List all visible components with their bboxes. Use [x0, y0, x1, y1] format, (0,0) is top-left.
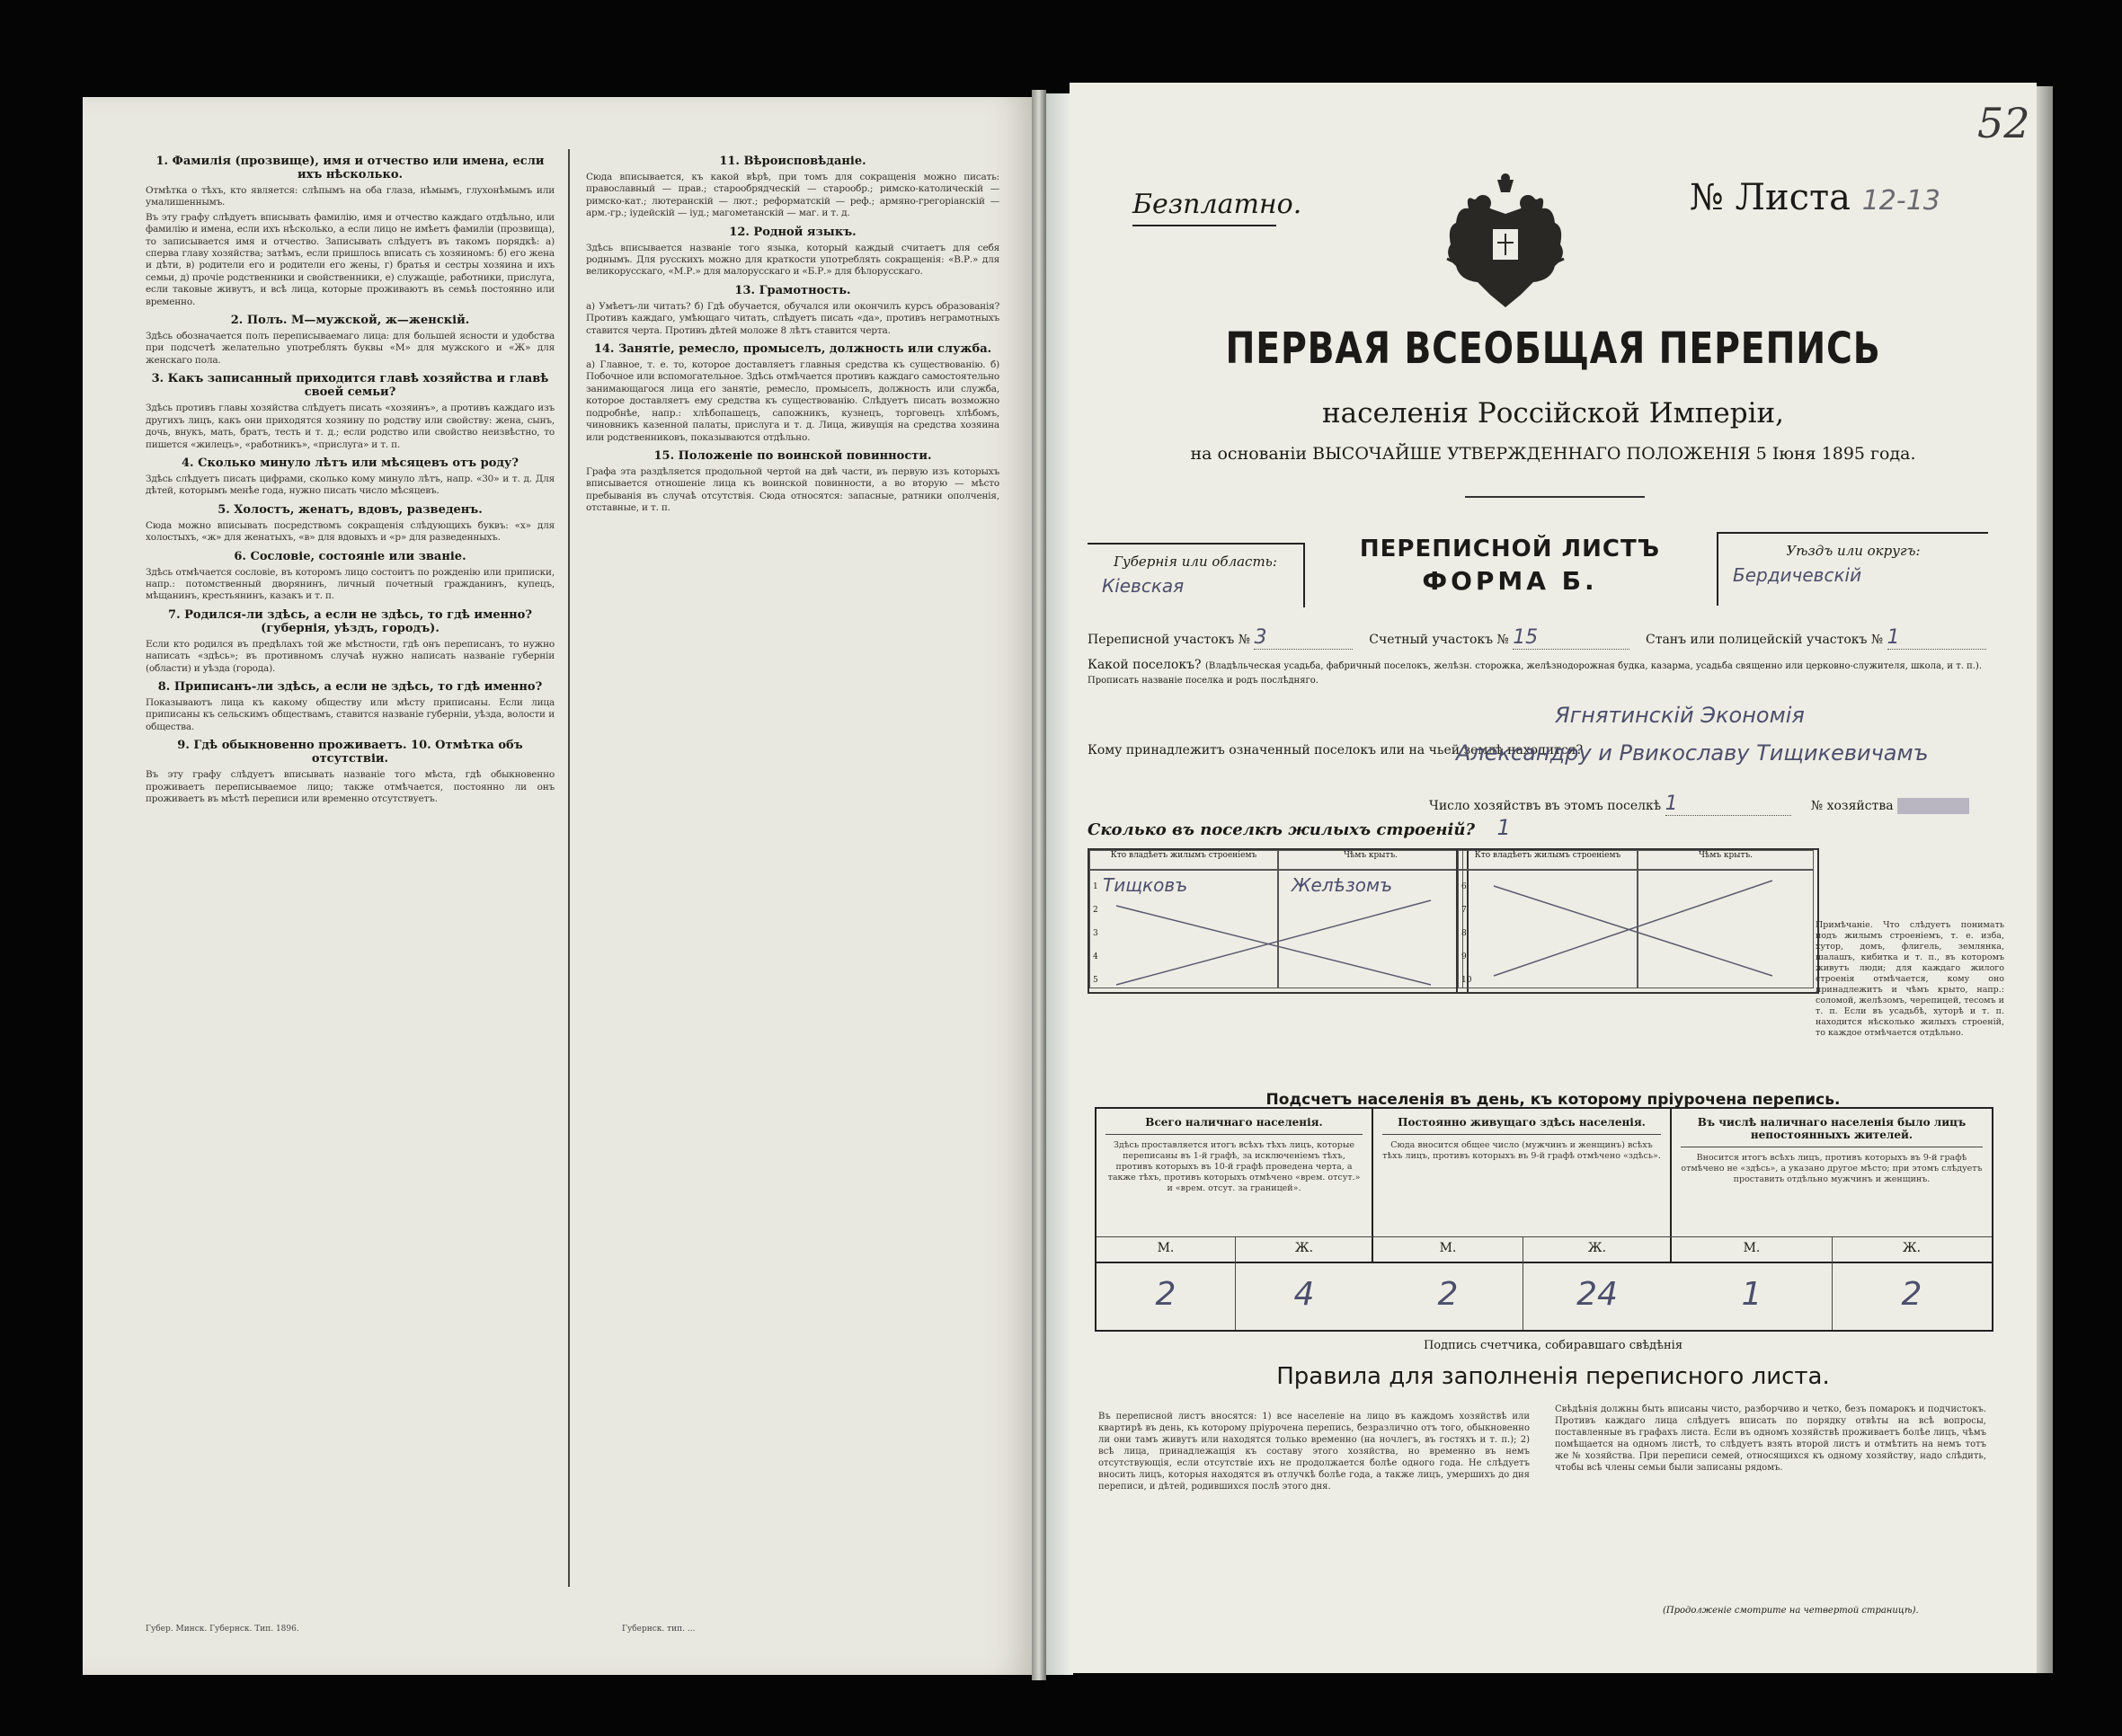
household-number-label: № хозяйства — [1810, 799, 1894, 813]
instruction-text: а) Главное, т. е. то, которое доставляетъ главныя средства къ существованію. б) Побочное или вспомогательное. Здѣсь отмѣчается противъ каждаго самостоятельно занимающагося лица его занятіе, ремесло, промыселъ, должность или служба, которое доставляетъ ему средства къ существованію. Слѣдуетъ писать возможно подробнѣе, напр.: хлѣбопашецъ, сапожникъ, кузнецъ, торговецъ хлѣбомъ, чиновникъ казенной палаты, прислуга и т. д. Лица, живущія на средства хозяина или родственниковъ, показываются отдѣльно. — [586, 359, 999, 443]
structure-row-number: 1 — [1093, 882, 1098, 891]
instruction-heading: 3. Какъ записанный приходится главѣ хозяйства и главѣ своей семьи? — [151, 372, 549, 400]
instruction-heading: 13. Грамотность. — [734, 283, 851, 297]
count-value-cell[interactable]: 2 — [1155, 1276, 1176, 1313]
settlement-row — [1088, 658, 1986, 686]
enumeration-district-value[interactable]: 3 — [1254, 626, 1353, 650]
count-value-cell[interactable]: 2 — [1901, 1276, 1922, 1313]
province-box — [1088, 543, 1305, 607]
form-type — [1303, 532, 1717, 596]
owner-label: Кому принадлежитъ означенный поселокъ или на чьей землѣ находится? — [1088, 743, 1583, 757]
printer-imprint-mid: Губернск. тип. ... — [622, 1625, 696, 1634]
instruction-text: Здѣсь слѣдуетъ писать цифрами, сколько кому минуло лѣтъ, напр. «30» и т. д. Для дѣтей, которымъ менѣе года, нужно писать число мѣсяцевъ. — [146, 473, 555, 497]
households-label: Число хозяйствъ въ этомъ поселкѣ — [1429, 799, 1662, 813]
sex-header-cell: Ж. — [1294, 1241, 1314, 1255]
form-header-box — [1088, 532, 1986, 613]
instruction-text: Сюда можно вписывать посредствомъ сокращенія слѣдующихъ буквъ: «х» для холостыхъ, «ж» для женатыхъ, «в» для вдовыхъ и «р» для разведенныхъ. — [146, 519, 555, 544]
district-value[interactable]: Бердичевскій — [1733, 564, 1862, 586]
table-subcolumn-divider — [1235, 1236, 1236, 1330]
printer-imprint: Губер. Минск. Губернск. Тип. 1896. — [146, 1625, 299, 1634]
rules-text-left: Въ переписной листъ вносятся: 1) все населеніе на лицо въ каждомъ хозяйствѣ или квартирѣ въ день, къ которому пріурочена перепись, безразлично отъ того, обыкновенно ли они тамъ живутъ или находятся только временно (на ночлегъ, въ гостяхъ и т. п.); 2) всѣ лица, принадлежащія къ составу этого хозяйства, но временно въ немъ отсутствующія, если отсутствіе ихъ не продолжается болѣе одного года. Не слѣдуетъ вносить лицъ, которыя находятся въ отлучкѣ болѣе года, а также лицъ, умершихъ до дня переписи, и дѣтей, родившихся послѣ этого дня. — [1098, 1412, 1530, 1492]
sex-header-cell: Ж. — [1587, 1241, 1607, 1255]
instruction-text: Въ эту графу слѣдуетъ вписывать фамилію, имя и отчество каждаго отдѣльно, или фамилію и имена, если ихъ нѣсколько, а если лицо не имѣетъ фамиліи (прозвища), то записывается имя и отчество. Записывать слѣдуетъ въ такомъ порядкѣ: а) сперва главу хозяйства; затѣмъ, если пришлось вписать съ хозяиномъ: б) его жена и дѣти, в) родители его и родители его жены, г) братья и сестры хозяина и ихъ семьи, д) прочіе родственники и свойственники, е) служащіе, работники, прислуга, если таковые живутъ, и всѣ лица, которые проживаютъ въ семьѣ постоянно или временно. — [146, 211, 555, 307]
form-legal-basis: на основаніи ВЫСОЧАЙШЕ УТВЕРЖДЕННАГО ПОЛОЖЕНІЯ 5 Іюня 1895 года. — [1190, 444, 1916, 464]
structures-cross-out-left — [1089, 850, 1463, 988]
settlement-value[interactable]: Ягнятинскій Экономія — [1555, 703, 1805, 728]
sheet-type-label: ПЕРЕПИСНОЙ ЛИСТЪ — [1359, 536, 1661, 562]
district-box — [1717, 532, 1988, 606]
census-form-page — [1070, 83, 2037, 1673]
structure-row-number: 4 — [1093, 952, 1098, 961]
free-label: Безплатно. — [1132, 189, 1302, 220]
rules-text-right: Свѣдѣнія должны быть вписаны чисто, разборчиво и четко, безъ помарокъ и подчистокъ. Противъ каждаго лица слѣдуетъ вписать по порядку отвѣты на всѣ вопросы, поставленные въ графахъ листа. Если въ одномъ хозяйствѣ проживаетъ болѣе лицъ, чѣмъ помѣщается на одномъ листѣ, то слѣдуетъ взять второй листъ и отмѣтить на немъ тотъ же № хозяйства. При переписи семей, относящихся къ одному хозяйству, надо слѣдить, чтобы всѣ члены семьи были записаны рядомъ. — [1555, 1404, 1986, 1473]
instruction-heading: 1. Фамилія (прозвище), имя и отчество или имена, если ихъ нѣсколько. — [155, 155, 545, 182]
police-district-value[interactable]: 1 — [1887, 626, 1986, 650]
form-subtitle: населенія Россійской Имперіи, — [1321, 397, 1785, 430]
enumeration-row — [1088, 626, 1986, 650]
instruction-heading: 2. Полъ. М—мужской, ж—женскій. — [230, 314, 470, 328]
right-page-edge — [2037, 86, 2053, 1673]
count-value-cell[interactable]: 4 — [1293, 1276, 1315, 1313]
counting-district-label: Счетный участокъ № — [1369, 633, 1509, 647]
instruction-heading: 5. Холостъ, женатъ, вдовъ, разведенъ. — [218, 502, 483, 517]
free-underline — [1132, 225, 1276, 226]
structures-row — [1088, 815, 1986, 840]
count-col-nonpermanent-body: Вносится итогъ всѣхъ лицъ, противъ которыхъ въ 9-й графѣ отмѣчено не «здѣсь», а указано другое мѣсто; при этомъ слѣдуетъ проставить отдѣльно мужчинъ и женщинъ. — [1681, 1153, 1983, 1184]
province-value[interactable]: Кіевская — [1102, 575, 1185, 597]
counting-district-value[interactable]: 15 — [1513, 626, 1629, 650]
sheet-number-value: 12-13 — [1861, 185, 1940, 217]
rules-continuation-note: (Продолженіе смотрите на четвертой страницѣ). — [1663, 1606, 1919, 1616]
count-col-nonpermanent-head: Въ числѣ наличнаго населенія было лицъ непостоянныхъ жителей. — [1681, 1116, 1983, 1147]
form-letter-label: ФОРМА Б. — [1422, 566, 1598, 596]
count-col-permanent-head: Постоянно живущаго здѣсь населенія. — [1382, 1116, 1661, 1135]
structures-grid-left — [1088, 848, 1472, 994]
instructions-column-a — [146, 149, 555, 1587]
column-divider — [568, 149, 570, 1587]
count-value-cell[interactable]: 2 — [1437, 1276, 1459, 1313]
households-row — [1429, 793, 1986, 816]
structures-cross-out-right — [1458, 850, 1814, 988]
structure-row-number: 8 — [1461, 929, 1467, 938]
instruction-text: Здѣсь противъ главы хозяйства слѣдуетъ писать «хозяинъ», а противъ каждаго изъ другихъ лицъ, какъ они приходятся хозяину по родству или свойству: жена, сынъ, дочь, внукъ, мать, братъ, тесть и т. д.; если родство или свойство неизвѣстно, то пишется «жилецъ», «работникъ», «прислуга» и т. п. — [146, 403, 555, 450]
instruction-heading: 15. Положеніе по воинской повинности. — [653, 448, 932, 463]
instruction-heading: 4. Сколько минуло лѣтъ или мѣсяцевъ отъ роду? — [182, 456, 519, 470]
instruction-heading: 9. Гдѣ обыкновенно проживаетъ. 10. Отмѣтка объ отсутствіи. — [177, 739, 523, 766]
instruction-heading: 8. Приписанъ-ли здѣсь, а если не здѣсь, то гдѣ именно? — [157, 679, 543, 694]
structure-row-number: 5 — [1093, 976, 1098, 985]
sex-header-cell: М. — [1743, 1241, 1761, 1255]
instruction-text: а) Умѣетъ-ли читать? б) Гдѣ обучается, обучался или окончилъ курсъ образованія? Противъ каждаго, умѣющаго читать, слѣдуетъ писать «да», противъ неграмотныхъ ставится черта. Противъ дѣтей моложе 8 лѣтъ ставится черта. — [586, 300, 999, 336]
instruction-text: Сюда вписывается, къ какой вѣрѣ, при томъ для сокращенія можно писать: православный — прав.; старообрядческій — старообр.; римско-католическій — римско-кат.; лютеранскій — лют.; реформатскій — реф.; армяно-грегоріанскій — арм.-гр.; іудейскій — іуд.; магометанскій — маг. и т. д. — [586, 172, 999, 219]
household-number-redacted — [1897, 798, 1969, 814]
instruction-heading: 7. Родился-ли здѣсь, а если не здѣсь, то гдѣ именно? (губернія, уѣздъ, городъ). — [168, 607, 532, 635]
province-label: Губернія или область: — [1114, 554, 1277, 570]
structures-grid-right — [1456, 848, 1819, 994]
structures-value[interactable]: 1 — [1496, 815, 1511, 840]
title-separator — [1465, 496, 1645, 498]
owner-value-row — [1456, 735, 1995, 771]
instruction-text: Показываютъ лица къ какому обществу или мѣсту приписаны. Если лица приписаны къ сельскимъ обществамъ, ставится названіе губерніи, уѣзда, волости и общества. — [146, 696, 555, 732]
sex-header-cell: М. — [1157, 1241, 1175, 1255]
structure-row-number: 6 — [1461, 882, 1467, 891]
instruction-text: Если кто родился въ предѣлахъ той же мѣстности, гдѣ онъ переписанъ, то нужно написать «здѣсь»; въ противномъ случаѣ нужно написать названіе губерніи (области) и уѣзда (города). — [146, 638, 555, 674]
instruction-text: Здѣсь отмѣчается сословіе, въ которомъ лицо состоитъ по рожденію или приписки, напр.: потомственный дворянинъ, личный почетный гражданинъ, купецъ, мѣщанинъ, крестьянинъ, казакъ и т. п. — [146, 566, 555, 602]
structure-row-numbers-right — [1461, 875, 1471, 992]
grid-header-roof: Чѣмъ крытъ. — [1278, 850, 1463, 870]
enumerator-signature-label: Подпись счетчика, собиравшаго свѣдѣнія — [1423, 1339, 1683, 1352]
count-col-total-body: Здѣсь проставляется итогъ всѣхъ тѣхъ лицъ, которые переписаны въ 1-й графѣ, за исключеніемъ тѣхъ, противъ которыхъ въ 10-й графѣ проведена черта, а также тѣхъ, противъ которыхъ отмѣчено «врем. отсут.» и «врем. отсут. за границей». — [1107, 1140, 1361, 1193]
instruction-text: Графа эта раздѣляется продольной чертой на двѣ части, въ первую изъ которыхъ вписывается отношеніе лица къ воинской повинности, а во вторую — мѣсто пребыванія въ случаѣ отсутствія. Сюда относятся: запасные, ратники ополченія, отставные, и т. п. — [586, 465, 999, 514]
instruction-text: Въ эту графу слѣдуетъ вписывать названіе того мѣста, гдѣ обыкновенно проживаетъ переписываемое лицо; также отмѣчается, постоянно ли онъ проживаетъ въ мѣстѣ переписи или временно отсутствуетъ. — [146, 769, 555, 804]
struct-owner-value[interactable]: Тищковъ — [1103, 874, 1188, 896]
grid-header-roof-2: Чѣмъ крытъ. — [1638, 850, 1814, 870]
structures-label: Сколько въ поселкѣ жилыхъ строеній? — [1088, 820, 1476, 839]
count-title: Подсчетъ населенія въ день, къ которому пріурочена перепись. — [1265, 1091, 1841, 1109]
instruction-text: Здѣсь обозначается полъ переписываемаго лица: для большей ясности и удобства при подсчетѣ желательно употреблять буквы «М» для мужского и «Ж» для женскаго пола. — [146, 331, 555, 366]
structure-row-number: 9 — [1461, 952, 1467, 961]
count-values-row — [1097, 1262, 1992, 1332]
structure-row-numbers-left — [1093, 875, 1098, 992]
book-gutter — [1032, 90, 1046, 1680]
structure-row-number: 7 — [1461, 906, 1467, 915]
count-value-cell[interactable]: 24 — [1576, 1276, 1618, 1313]
district-label: Уѣздъ или округъ: — [1786, 543, 1921, 559]
table-subcolumn-divider — [1832, 1236, 1833, 1330]
instruction-text: Здѣсь вписывается названіе того языка, который каждый считаетъ для себя роднымъ. Для русскихъ можно для краткости употреблять сокращенія: «В.Р.» для великорусскаго, «М.Р.» для малорусскаго и «Б.Р.» для бѣлорусскаго. — [586, 242, 999, 278]
settlement-value-row — [1555, 703, 1986, 728]
instruction-heading: 11. Вѣроисповѣданіе. — [719, 155, 866, 168]
sheet-number — [1690, 177, 1940, 218]
rules-title: Правила для заполненія переписного листа. — [1276, 1363, 1830, 1390]
structure-row-number: 10 — [1461, 976, 1472, 985]
sex-header-row — [1097, 1236, 1992, 1262]
structures-note: Примѣчаніе. Что слѣдуетъ понимать подъ жилымъ строеніемъ, т. е. изба, хутор, домъ, флигель, землянка, шалашъ, кибитка и т. п., въ которомъ живутъ люди; для каждаго жилого строенія отмѣчается, кому оно принадлежитъ и чѣмъ крыто, напр.: соломой, желѣзомъ, черепицей, тесомъ и т. п. Если въ усадьбѣ, хуторѣ и т. п. находится нѣсколько жилыхъ строеній, то каждое отмѣчается отдѣльно. — [1816, 920, 2004, 1038]
owner-value[interactable]: Александру и Рвикославу Тищикевичамъ — [1456, 740, 1929, 766]
police-district-label: Станъ или полицейскій участокъ № — [1646, 633, 1884, 647]
count-col-permanent-body: Сюда вносится общее число (мужчинъ и женщинъ) всѣхъ тѣхъ лицъ, противъ которыхъ въ 9-й графѣ отмѣчено «здѣсь». — [1382, 1140, 1661, 1161]
sex-header-cell: Ж. — [1902, 1241, 1922, 1255]
count-col-total-head: Всего наличнаго населенія. — [1105, 1116, 1363, 1135]
grid-header-owner: Кто владѣетъ жилымъ строеніемъ — [1089, 850, 1278, 870]
instruction-heading: 6. Сословіе, состояніе или званіе. — [234, 549, 466, 563]
households-value[interactable]: 1 — [1665, 793, 1791, 816]
sex-header-cell: М. — [1439, 1241, 1457, 1255]
double-headed-eagle-icon — [1438, 173, 1573, 316]
left-page-instructions — [83, 97, 1032, 1675]
grid-header-owner-2: Кто владѣетъ жилымъ строеніемъ — [1458, 850, 1638, 870]
instruction-text: Отмѣтка о тѣхъ, кто является: слѣпымъ на оба глаза, нѣмымъ, глухонѣмымъ или умалишеннымъ. — [146, 185, 555, 208]
settlement-hint: (Владѣльческая усадьба, фабричный поселокъ, желѣзн. сторожка, желѣзнодорожная будка, казарма, усадьба священно или церковно-служителя, школа, и т. п.). Прописать названіе поселка и родъ послѣдняго. — [1088, 661, 1983, 686]
settlement-label: Какой поселокъ? — [1088, 658, 1202, 672]
population-count-table — [1095, 1107, 1993, 1332]
count-value-cell[interactable]: 1 — [1741, 1276, 1762, 1313]
sheet-number-label: № Листа — [1690, 177, 1851, 218]
instruction-heading: 12. Родной языкъ. — [729, 225, 857, 239]
instruction-heading: 14. Занятіе, ремесло, промыселъ, должность или служба. — [593, 342, 992, 357]
structure-row-number: 3 — [1093, 929, 1098, 938]
form-title: ПЕРВАЯ ВСЕОБЩАЯ ПЕРЕПИСЬ — [1225, 323, 1881, 374]
struct-roof-value[interactable]: Желѣзомъ — [1292, 874, 1393, 896]
structure-row-number: 2 — [1093, 906, 1098, 915]
enumeration-district-label: Переписной участокъ № — [1088, 633, 1250, 647]
instructions-column-b — [586, 149, 999, 1587]
page-number: 52 — [1977, 99, 2030, 147]
